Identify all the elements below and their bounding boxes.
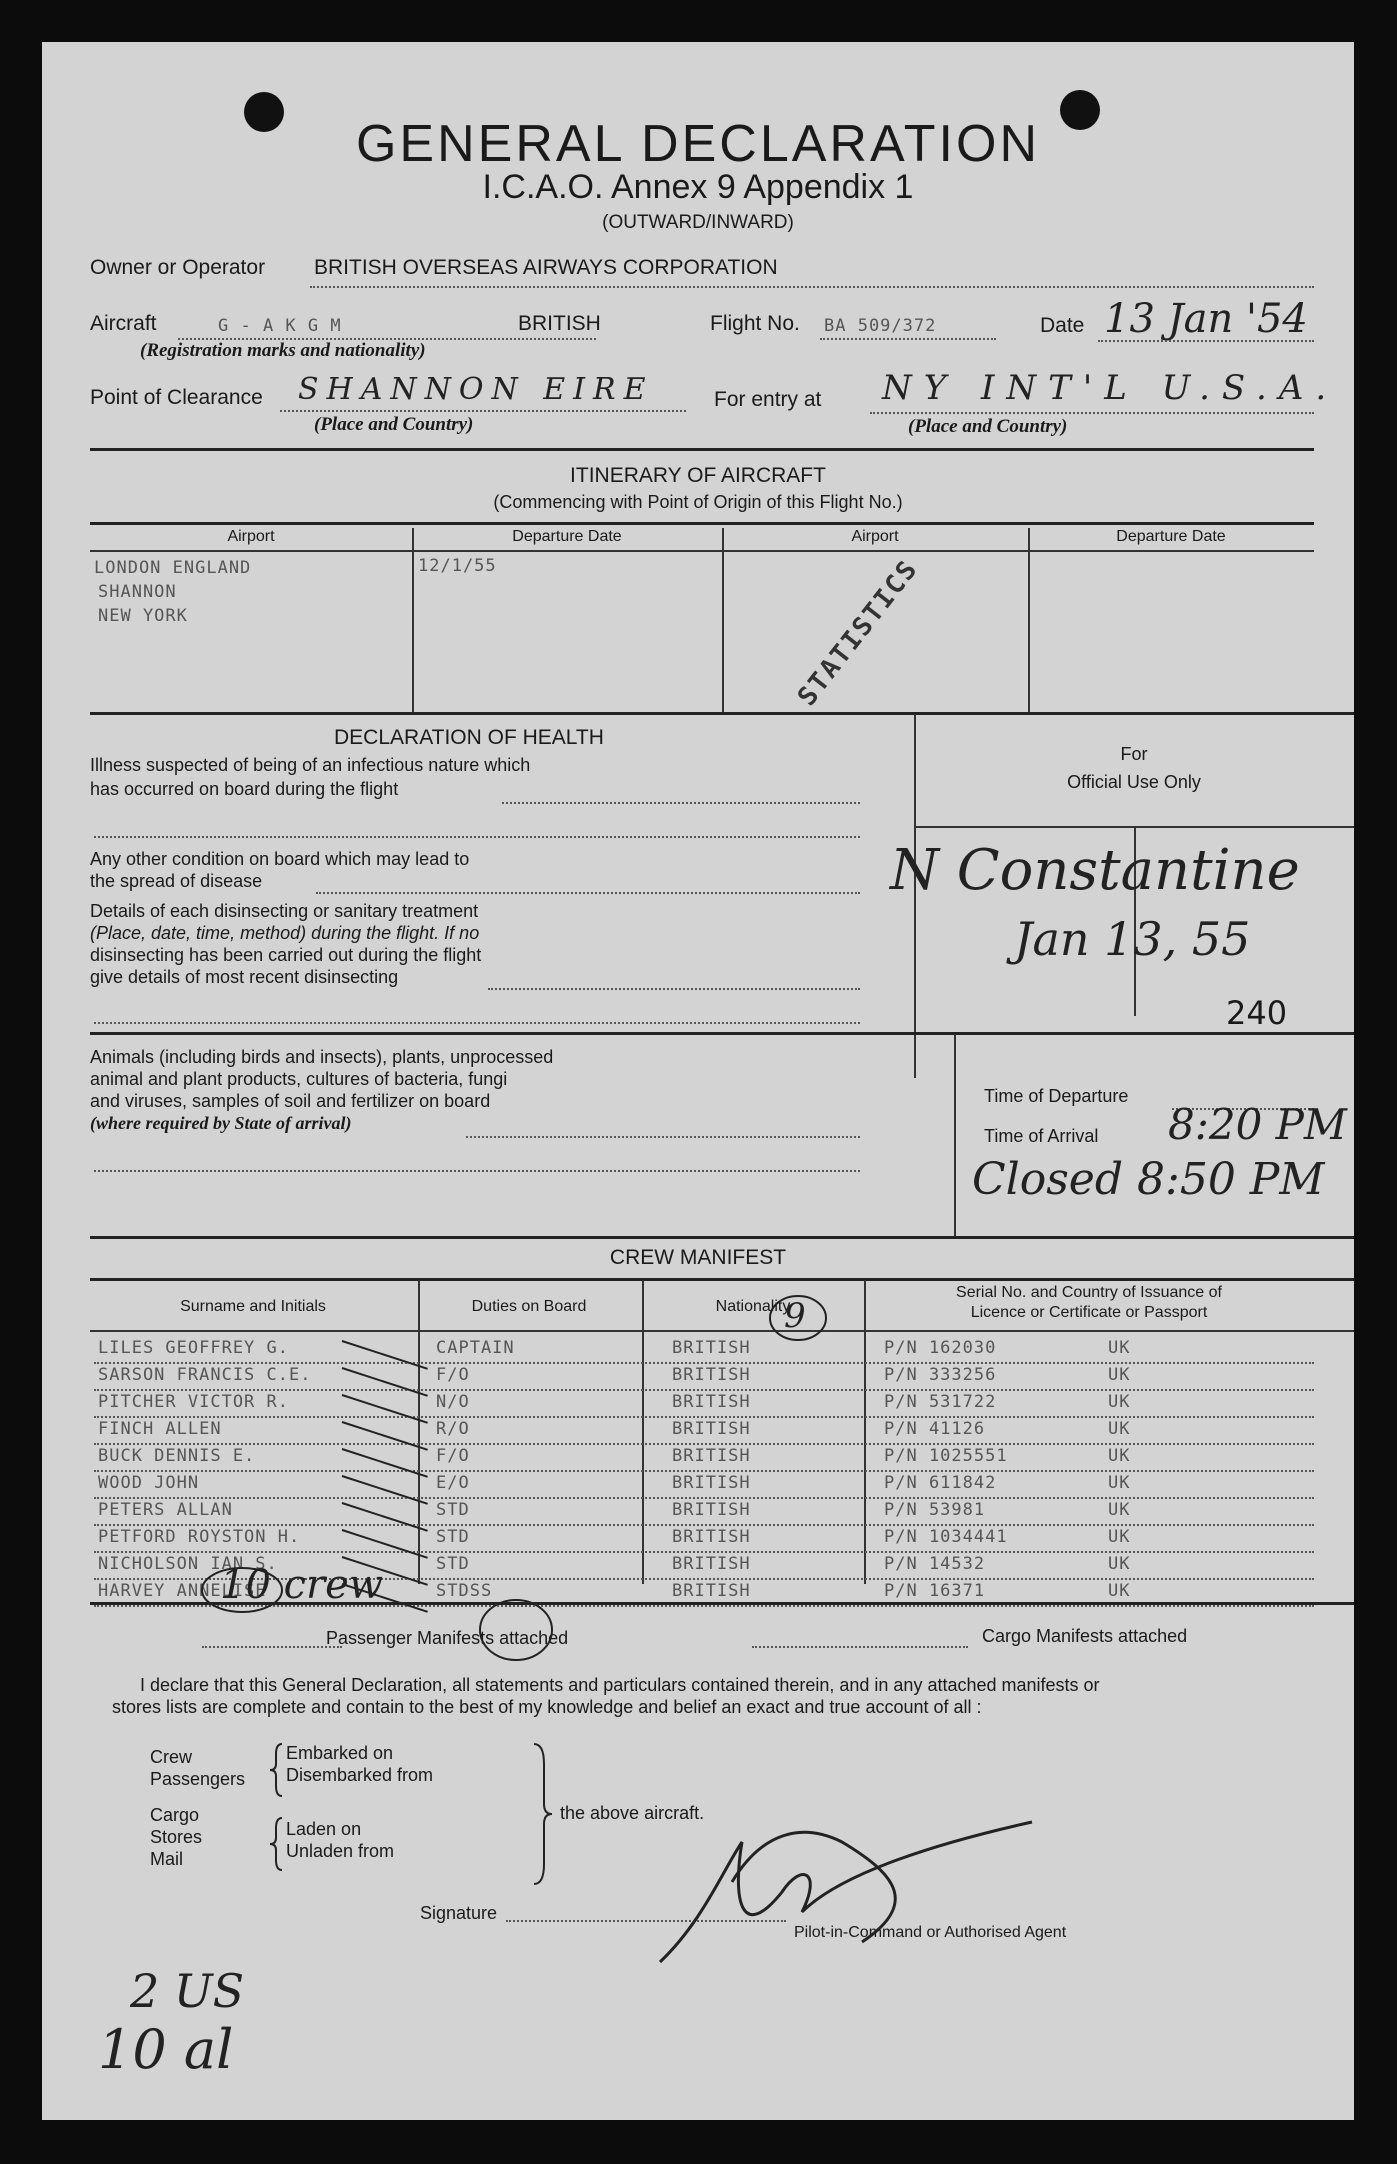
crew-name: BUCK DENNIS E. <box>98 1446 256 1466</box>
crew-country: UK <box>1108 1473 1131 1493</box>
decl-above-aircraft: the above aircraft. <box>560 1803 705 1823</box>
crew-nationality: BRITISH <box>672 1365 751 1385</box>
crew-duty: F/O <box>436 1446 470 1466</box>
crew-nationality: BRITISH <box>672 1527 751 1547</box>
crew-serial: P/N 53981 <box>884 1500 986 1520</box>
crew-name: PETERS ALLAN <box>98 1500 233 1520</box>
crew-nationality: BRITISH <box>672 1554 751 1574</box>
entry-label: For entry at <box>714 388 822 411</box>
itinerary-date-1: 12/1/55 <box>418 556 497 576</box>
crew-country: UK <box>1108 1419 1131 1439</box>
crew-name: LILES GEOFFREY G. <box>98 1338 289 1358</box>
crew-country: UK <box>1108 1581 1131 1601</box>
passenger-manifest-label: Passenger Manifests attached <box>326 1628 569 1648</box>
form-direction: (OUTWARD/INWARD) <box>602 212 794 233</box>
decl-mail: Mail <box>150 1849 184 1869</box>
declaration-line2: stores lists are complete and contain to the best of my knowledge and belief an exact and true account of all : <box>112 1697 982 1717</box>
decl-disembarked: Disembarked from <box>286 1765 434 1785</box>
itinerary-airport-2: SHANNON <box>98 582 177 602</box>
owner-value: BRITISH OVERSEAS AIRWAYS CORPORATION <box>314 256 778 279</box>
crew-country: UK <box>1108 1392 1131 1412</box>
crew-nationality: BRITISH <box>672 1392 751 1412</box>
decl-laden: Laden on <box>286 1819 362 1839</box>
crew-country: UK <box>1108 1527 1131 1547</box>
crew-name: PITCHER VICTOR R. <box>98 1392 289 1412</box>
decl-stores: Stores <box>150 1827 203 1847</box>
health-q3-line1: Details of each disinsecting or sanitary treatment <box>90 901 479 921</box>
crew-nationality: BRITISH <box>672 1473 751 1493</box>
statistics-stamp: STATISTICS <box>792 554 925 712</box>
signature-role: Pilot-in-Command or Authorised Agent <box>794 1924 1067 1941</box>
declaration-line1: I declare that this General Declaration, all statements and particulars contained therein, and in any attached manifests or <box>140 1675 1100 1695</box>
crew-serial: P/N 1025551 <box>884 1446 1008 1466</box>
cargo-manifest-label: Cargo Manifests attached <box>982 1626 1188 1646</box>
crew-name: FINCH ALLEN <box>98 1419 222 1439</box>
health-q2-line2: the spread of disease <box>90 871 263 891</box>
official-title-1: For <box>1120 744 1148 764</box>
official-hand-date: Jan 13, 55 <box>1014 912 1251 966</box>
crew-country: UK <box>1108 1554 1131 1574</box>
crew-hand-count: 10 crew <box>220 1562 384 1608</box>
decl-embarked: Embarked on <box>286 1743 394 1763</box>
closed-value: Closed 8:50 PM <box>972 1154 1325 1205</box>
crew-hand-mark: 9 <box>784 1296 806 1336</box>
crew-country: UK <box>1108 1500 1131 1520</box>
health-q1-line2: has occurred on board during the flight <box>90 779 399 799</box>
owner-label: Owner or Operator <box>90 256 266 279</box>
form-decorations <box>42 42 1354 2120</box>
itinerary-airport-1: LONDON ENGLAND <box>94 558 252 578</box>
official-hand-name: N Constantine <box>890 838 1300 903</box>
crew-country: UK <box>1108 1365 1131 1385</box>
crew-serial: P/N 1034441 <box>884 1527 1008 1547</box>
animals-line4: (where required by State of arrival) <box>90 1113 352 1133</box>
crew-nationality: BRITISH <box>672 1446 751 1466</box>
arrival-value: 8:20 PM <box>1168 1100 1347 1149</box>
margin-note-2: 10 al <box>98 2018 234 2081</box>
form-title: GENERAL DECLARATION <box>355 115 1041 173</box>
crew-duty: F/O <box>436 1365 470 1385</box>
entry-value: NY INT'L U.S.A. <box>882 368 1339 408</box>
itinerary-header-date-2: Departure Date <box>1116 528 1226 545</box>
crew-duty: R/O <box>436 1419 470 1439</box>
clearance-sublabel: (Place and Country) <box>314 414 474 435</box>
hand-circle-count <box>202 1568 282 1612</box>
decl-crew: Crew <box>150 1747 193 1767</box>
crew-country: UK <box>1108 1446 1131 1466</box>
form-subtitle: I.C.A.O. Annex 9 Appendix 1 <box>482 168 914 206</box>
decl-cargo: Cargo <box>150 1805 200 1825</box>
health-q3-line2: (Place, date, time, method) during the flight. If no <box>90 923 480 943</box>
crew-serial: P/N 41126 <box>884 1419 986 1439</box>
flight-label: Flight No. <box>710 312 800 335</box>
crew-title: CREW MANIFEST <box>609 1246 787 1269</box>
crew-serial: P/N 531722 <box>884 1392 997 1412</box>
crew-nationality: BRITISH <box>672 1500 751 1520</box>
arrival-label: Time of Arrival <box>984 1126 1099 1146</box>
animals-line3: and viruses, samples of soil and fertilizer on board <box>90 1091 491 1111</box>
margin-note-1: 2 US <box>130 1964 245 2018</box>
crew-duty: STD <box>436 1500 470 1520</box>
health-q1-line1: Illness suspected of being of an infectious nature which <box>90 755 531 775</box>
crew-name: PETFORD ROYSTON H. <box>98 1527 301 1547</box>
official-title-2: Official Use Only <box>1067 772 1201 792</box>
crew-duty: N/O <box>436 1392 470 1412</box>
crew-nationality: BRITISH <box>672 1419 751 1439</box>
itinerary-header-airport-2: Airport <box>851 528 899 545</box>
animals-line2: animal and plant products, cultures of bacteria, fungi <box>90 1069 508 1089</box>
clearance-label: Point of Clearance <box>90 386 263 409</box>
decl-passengers: Passengers <box>150 1769 246 1789</box>
brace-main <box>534 1744 552 1884</box>
hand-circle-mark <box>770 1296 826 1340</box>
crew-header-serial-2: Licence or Certificate or Passport <box>970 1304 1208 1321</box>
crew-serial: P/N 16371 <box>884 1581 986 1601</box>
crew-name: WOOD JOHN <box>98 1473 200 1493</box>
crew-duty: STDSS <box>436 1581 493 1601</box>
brace-crew <box>270 1744 282 1796</box>
crew-name: HARVEY ANNELISE <box>98 1581 267 1601</box>
crew-duty: STD <box>436 1554 470 1574</box>
hand-circle-manifest <box>480 1600 552 1660</box>
itinerary-header-date-1: Departure Date <box>512 528 622 545</box>
crew-name: NICHOLSON IAN S. <box>98 1554 278 1574</box>
crew-country: UK <box>1108 1338 1131 1358</box>
flight-number: BA 509/372 <box>824 316 937 336</box>
crew-serial: P/N 333256 <box>884 1365 997 1385</box>
crew-duty: E/O <box>436 1473 470 1493</box>
date-value: 13 Jan '54 <box>1104 296 1308 342</box>
aircraft-registration: G - A K G M <box>218 316 342 336</box>
health-q3-line4: give details of most recent disinsecting <box>90 967 399 987</box>
departure-label: Time of Departure <box>984 1086 1129 1106</box>
crew-header-duty: Duties on Board <box>471 1298 587 1315</box>
itinerary-header-airport-1: Airport <box>227 528 275 545</box>
decl-unladen: Unladen from <box>286 1841 395 1861</box>
brace-cargo <box>270 1818 282 1870</box>
itinerary-title: ITINERARY OF AIRCRAFT <box>570 464 826 487</box>
crew-duty: CAPTAIN <box>436 1338 515 1358</box>
aircraft-sublabel: (Registration marks and nationality) <box>140 340 426 361</box>
crew-header-nationality: Nationality <box>715 1298 791 1315</box>
itinerary-subtitle: (Commencing with Point of Origin of this Flight No.) <box>493 492 903 512</box>
health-q3-line3: disinsecting has been carried out during the flight <box>90 945 482 965</box>
health-title: DECLARATION OF HEALTH <box>334 726 604 749</box>
crew-name: SARSON FRANCIS C.E. <box>98 1365 312 1385</box>
declaration-form <box>42 42 1354 2120</box>
crew-duty: STD <box>436 1527 470 1547</box>
signature-label: Signature <box>420 1903 498 1923</box>
entry-sublabel: (Place and Country) <box>908 416 1068 437</box>
itinerary-airport-3: NEW YORK <box>98 606 188 626</box>
crew-nationality: BRITISH <box>672 1338 751 1358</box>
crew-serial: P/N 162030 <box>884 1338 997 1358</box>
crew-serial: P/N 611842 <box>884 1473 997 1493</box>
health-q2-line1: Any other condition on board which may lead to <box>90 849 470 869</box>
crew-header-name: Surname and Initials <box>180 1298 326 1315</box>
official-number: 240 <box>1226 994 1288 1032</box>
aircraft-nationality: BRITISH <box>518 312 601 335</box>
date-label: Date <box>1040 314 1085 337</box>
aircraft-label: Aircraft <box>90 312 157 335</box>
signature-scrawl-2 <box>732 1832 895 1942</box>
crew-nationality: BRITISH <box>672 1581 751 1601</box>
crew-serial: P/N 14532 <box>884 1554 986 1574</box>
crew-header-serial-1: Serial No. and Country of Issuance of <box>956 1284 1222 1301</box>
clearance-value: SHANNON EIRE <box>298 372 654 407</box>
animals-line1: Animals (including birds and insects), plants, unprocessed <box>90 1047 554 1067</box>
